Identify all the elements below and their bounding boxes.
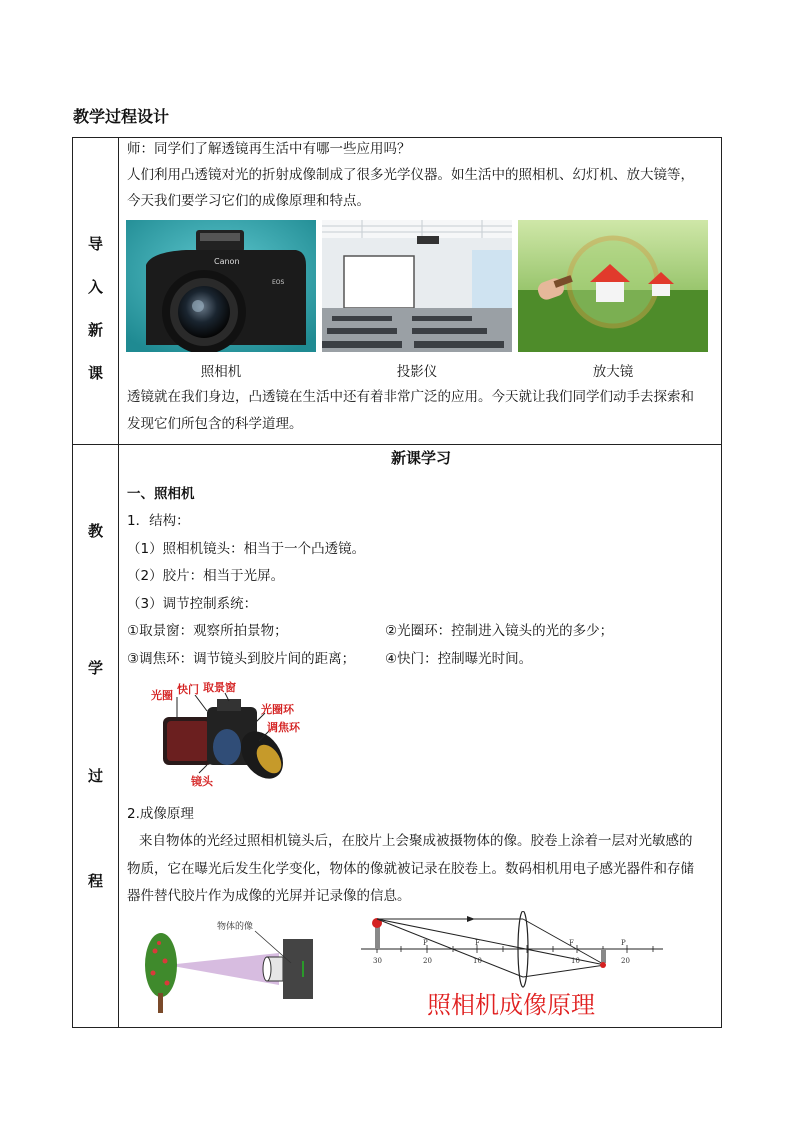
focal-mark: P — [423, 939, 428, 947]
section-title: 新课学习 — [390, 449, 451, 467]
intro-line: 今天我们要学习它们的成像原理和特点。 — [127, 193, 370, 209]
label-lens: 镜头 — [191, 775, 213, 788]
intro-line: 人们利用凸透镜对光的折射成像制成了很多光学仪器。如生活中的照相机、幻灯机、放大镜等， — [127, 167, 694, 183]
label-shutter: 快门 — [177, 683, 199, 696]
focal-mark: F — [569, 939, 574, 947]
side-char: 导 — [87, 235, 103, 253]
focal-mark: P — [621, 939, 626, 947]
camera-photo — [126, 220, 316, 352]
focal-mark: F — [475, 939, 480, 947]
axis-tick: 10 — [571, 957, 580, 965]
label-aperture-ring: 光圈环 — [261, 703, 294, 716]
principle-text: 来自物体的光经过照相机镜头后，在胶片上会聚成被摄物体的像。胶卷上涂着一层对光敏感的 — [139, 833, 693, 849]
side-char: 学 — [87, 659, 103, 677]
subsection-heading: 一、照相机 — [127, 486, 195, 502]
camera-structure-diagram — [147, 677, 317, 789]
axis-tick: 10 — [473, 957, 482, 965]
label-focus-ring: 调焦环 — [267, 721, 300, 734]
camera-model-text: EOS — [272, 279, 285, 286]
tree-camera-diagram — [139, 913, 319, 1021]
red-title: 照相机成像原理 — [427, 991, 595, 1019]
magnifier-photo — [518, 220, 708, 352]
camera-brand-text: Canon — [214, 257, 240, 266]
intro-line: 发现它们所包含的科学道理。 — [127, 416, 303, 432]
intro-side-cell — [73, 138, 119, 445]
principle-heading: 2.成像原理 — [127, 806, 194, 822]
control-item: ①取景窗：观察所拍景物； — [127, 623, 288, 639]
axis-tick: 30 — [373, 957, 382, 965]
structure-item: （2）胶片：相当于光屏。 — [127, 568, 285, 584]
lesson-table — [72, 137, 722, 1028]
structure-item: （3）调节控制系统： — [127, 596, 258, 612]
axis-tick: 20 — [423, 957, 432, 965]
principle-text: 物质，它在曝光后发生化学变化，物体的像就被记录在胶卷上。数码相机用电子感光器件和存储 — [127, 861, 694, 877]
control-item: ②光圈环：控制进入镜头的光的多少； — [385, 623, 614, 639]
lesson-content-cell — [119, 445, 722, 1028]
structure-label: 1．结构： — [127, 513, 190, 529]
side-char: 教 — [87, 522, 103, 540]
side-char: 入 — [87, 278, 103, 296]
side-char: 新 — [87, 321, 103, 339]
principle-text: 器件替代胶片作为成像的光屏并记录像的信息。 — [127, 888, 411, 904]
side-char: 课 — [87, 364, 103, 382]
intro-line: 透镜就在我们身边，凸透镜在生活中还有着非常广泛的应用。今天就让我们同学们动手去探索和 — [127, 389, 694, 405]
page-heading: 教学过程设计 — [73, 107, 170, 126]
caption-camera: 照相机 — [200, 364, 242, 380]
caption-projector: 投影仪 — [396, 364, 438, 380]
control-item: ③调焦环：调节镜头到胶片间的距离； — [127, 651, 356, 667]
side-char: 过 — [87, 767, 103, 785]
axis-tick: 20 — [621, 957, 630, 965]
control-item: ④快门：控制曝光时间。 — [385, 651, 533, 667]
caption-magnifier: 放大镜 — [592, 364, 634, 380]
side-char: 程 — [87, 872, 103, 890]
ray-diagram — [357, 911, 667, 1021]
intro-line: 师：同学们了解透镜再生活中有哪一些应用吗？ — [127, 141, 411, 157]
label-aperture: 光圈 — [151, 689, 173, 702]
image-label: 物体的像 — [217, 922, 254, 932]
intro-content-cell — [119, 138, 722, 445]
label-viewfinder: 取景窗 — [203, 681, 236, 694]
lesson-side-cell — [73, 445, 119, 1028]
projector-photo — [322, 220, 512, 352]
structure-item: （1）照相机镜头：相当于一个凸透镜。 — [127, 541, 366, 557]
